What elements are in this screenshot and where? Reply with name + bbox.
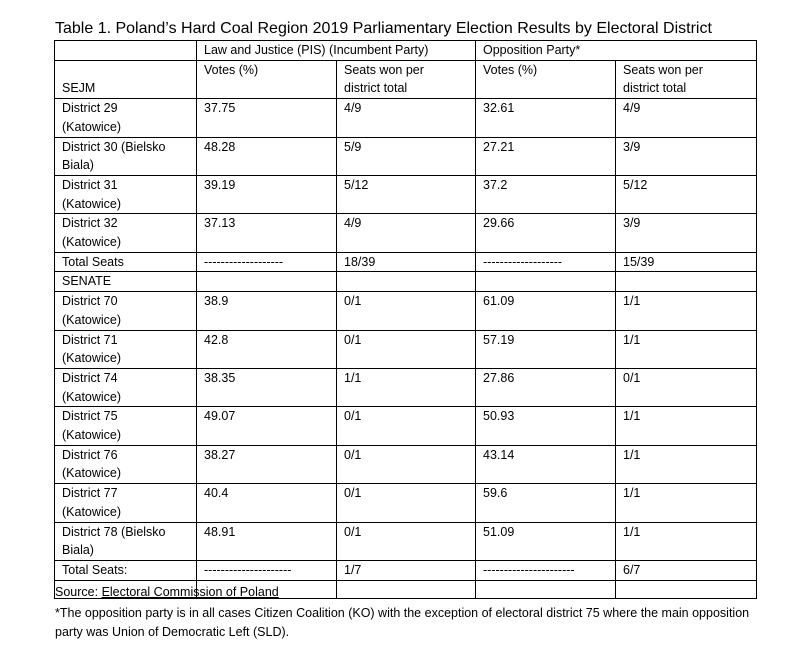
table-title: Table 1. Poland’s Hard Coal Region 2019 Parliamentary Election Results by Electoral District bbox=[55, 20, 712, 37]
pis-votes-cell: 37.13 bbox=[197, 214, 337, 252]
pis-seats-cell: 0/1 bbox=[337, 445, 476, 483]
district-region: (Katowice) bbox=[62, 504, 122, 519]
opp-seats-cell: 1/1 bbox=[616, 445, 757, 483]
district-name: District 29 bbox=[62, 101, 118, 116]
table-row bbox=[55, 330, 757, 368]
pis-seats-cell: 18/39 bbox=[337, 252, 476, 272]
district-cell bbox=[55, 407, 197, 445]
table-row bbox=[55, 368, 757, 406]
pis-votes-cell: 38.9 bbox=[197, 292, 337, 330]
pis-seats-cell: 5/9 bbox=[337, 137, 476, 175]
opp-seats-cell: 1/1 bbox=[616, 484, 757, 522]
table-row bbox=[55, 445, 757, 483]
opp-votes-cell: 43.14 bbox=[476, 445, 616, 483]
table-row bbox=[55, 99, 757, 137]
pis-votes-cell: 38.27 bbox=[197, 445, 337, 483]
district-region: (Katowice) bbox=[62, 119, 122, 134]
header-row-columns bbox=[55, 60, 757, 98]
pis-votes-cell: 38.35 bbox=[197, 368, 337, 406]
results-table bbox=[54, 40, 757, 599]
pis-votes-cell: 42.8 bbox=[197, 330, 337, 368]
district-region: (Katowice) bbox=[62, 196, 122, 211]
sejm-label: SEJM bbox=[62, 81, 96, 96]
district-name: District 77 bbox=[62, 486, 118, 501]
district-name: District 31 bbox=[62, 177, 118, 192]
pis-votes-cell: --------------------- bbox=[197, 560, 337, 580]
header-opposition: Opposition Party* bbox=[476, 41, 757, 61]
opp-votes-cell: 27.86 bbox=[476, 368, 616, 406]
header-opp-votes: Votes (%) bbox=[476, 60, 616, 98]
seats-header-line2: district total bbox=[623, 81, 687, 96]
header-opp-seats bbox=[616, 60, 757, 98]
district-region: (Katowice) bbox=[62, 351, 122, 366]
district-name: District 32 bbox=[62, 216, 118, 231]
header-pis: Law and Justice (PIS) (Incumbent Party) bbox=[197, 41, 476, 61]
district-region: (Katowice) bbox=[62, 235, 122, 250]
footnote: *The opposition party is in all cases Citizen Coalition (KO) with the exception of electoral district 75 where the main opposition party was Union of Democratic Left (SLD). bbox=[55, 606, 750, 639]
opp-seats-cell: 4/9 bbox=[616, 99, 757, 137]
district-name: District 75 bbox=[62, 409, 118, 424]
district-region: (Katowice) bbox=[62, 312, 122, 327]
header-row-parties bbox=[55, 41, 757, 61]
table-row bbox=[55, 522, 757, 560]
pis-votes-cell: 49.07 bbox=[197, 407, 337, 445]
district-cell bbox=[55, 99, 197, 137]
district-region: Biala) bbox=[62, 543, 94, 558]
opp-seats-cell: 3/9 bbox=[616, 214, 757, 252]
district-cell bbox=[55, 214, 197, 252]
opp-votes-cell: 29.66 bbox=[476, 214, 616, 252]
district-region: (Katowice) bbox=[62, 466, 122, 481]
opp-seats-cell: 6/7 bbox=[616, 560, 757, 580]
header-pis-seats bbox=[337, 60, 476, 98]
table-row bbox=[55, 175, 757, 213]
opp-votes-cell: 61.09 bbox=[476, 292, 616, 330]
district-cell bbox=[55, 368, 197, 406]
table-row bbox=[55, 484, 757, 522]
pis-seats-cell: 0/1 bbox=[337, 522, 476, 560]
district-cell bbox=[55, 330, 197, 368]
pis-seats-cell: 4/9 bbox=[337, 99, 476, 137]
opp-votes-cell: 27.21 bbox=[476, 137, 616, 175]
opp-seats-cell: 1/1 bbox=[616, 292, 757, 330]
opp-seats-cell: 15/39 bbox=[616, 252, 757, 272]
district-cell bbox=[55, 137, 197, 175]
table-row bbox=[55, 292, 757, 330]
opp-seats-cell: 0/1 bbox=[616, 368, 757, 406]
opp-votes-cell: 57.19 bbox=[476, 330, 616, 368]
header-empty-cell bbox=[55, 41, 197, 61]
district-cell bbox=[55, 175, 197, 213]
source-prefix: Source: bbox=[55, 585, 102, 599]
pis-votes-cell: ------------------- bbox=[197, 252, 337, 272]
district-name: District 30 (Bielsko bbox=[62, 139, 166, 154]
opp-votes-cell: 50.93 bbox=[476, 407, 616, 445]
opp-seats-cell: 1/1 bbox=[616, 330, 757, 368]
pis-seats-cell: 1/7 bbox=[337, 560, 476, 580]
table-row bbox=[55, 407, 757, 445]
opp-seats-cell: 1/1 bbox=[616, 407, 757, 445]
pis-seats-cell: 0/1 bbox=[337, 484, 476, 522]
opp-votes-cell: ---------------------- bbox=[476, 560, 616, 580]
opp-votes-cell: 37.2 bbox=[476, 175, 616, 213]
pis-votes-cell: 39.19 bbox=[197, 175, 337, 213]
pis-seats-cell: 1/1 bbox=[337, 368, 476, 406]
district-region: (Katowice) bbox=[62, 428, 122, 443]
senate-label-row bbox=[55, 272, 757, 292]
pis-seats-cell: 0/1 bbox=[337, 330, 476, 368]
sejm-label-cell bbox=[55, 60, 197, 98]
seats-header-line1: Seats won per bbox=[623, 62, 703, 77]
opp-votes-cell: ------------------- bbox=[476, 252, 616, 272]
opp-seats-cell: 3/9 bbox=[616, 137, 757, 175]
source-link[interactable]: Electoral Commission of Poland bbox=[101, 585, 279, 599]
district-name: District 74 bbox=[62, 370, 118, 385]
pis-seats-cell: 4/9 bbox=[337, 214, 476, 252]
opp-votes-cell: 32.61 bbox=[476, 99, 616, 137]
district-name: District 76 bbox=[62, 447, 118, 462]
district-cell bbox=[55, 445, 197, 483]
header-pis-votes: Votes (%) bbox=[197, 60, 337, 98]
pis-votes-cell: 48.28 bbox=[197, 137, 337, 175]
table-row bbox=[55, 214, 757, 252]
district-cell bbox=[55, 522, 197, 560]
district-name: District 78 (Bielsko bbox=[62, 524, 166, 539]
district-cell bbox=[55, 292, 197, 330]
senate-total-row bbox=[55, 560, 757, 580]
district-name: District 70 bbox=[62, 294, 118, 309]
opp-votes-cell: 59.6 bbox=[476, 484, 616, 522]
total-label: Total Seats: bbox=[55, 560, 197, 580]
seats-header-line1: Seats won per bbox=[344, 62, 424, 77]
district-name: District 71 bbox=[62, 332, 118, 347]
table-row bbox=[55, 137, 757, 175]
district-region: Biala) bbox=[62, 158, 94, 173]
senate-label: SENATE bbox=[55, 272, 197, 292]
seats-header-line2: district total bbox=[344, 81, 408, 96]
opp-seats-cell: 1/1 bbox=[616, 522, 757, 560]
source-line bbox=[55, 585, 279, 599]
pis-seats-cell: 0/1 bbox=[337, 292, 476, 330]
pis-votes-cell: 48.91 bbox=[197, 522, 337, 560]
opp-votes-cell: 51.09 bbox=[476, 522, 616, 560]
pis-votes-cell: 37.75 bbox=[197, 99, 337, 137]
total-label: Total Seats bbox=[55, 252, 197, 272]
district-region: (Katowice) bbox=[62, 389, 122, 404]
sejm-total-row bbox=[55, 252, 757, 272]
district-cell bbox=[55, 484, 197, 522]
pis-votes-cell: 40.4 bbox=[197, 484, 337, 522]
pis-seats-cell: 5/12 bbox=[337, 175, 476, 213]
opp-seats-cell: 5/12 bbox=[616, 175, 757, 213]
pis-seats-cell: 0/1 bbox=[337, 407, 476, 445]
